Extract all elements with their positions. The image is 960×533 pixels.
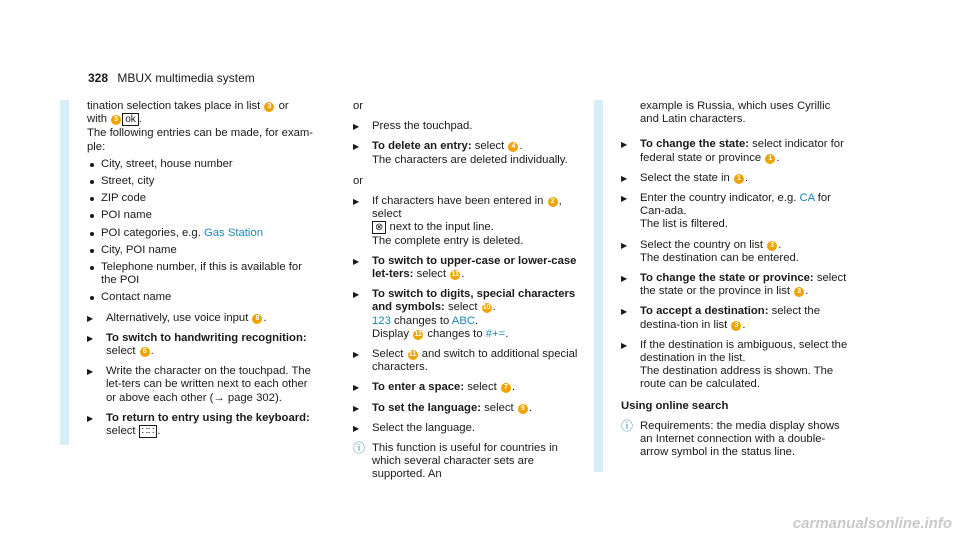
step-select-language: ▶ Select the language. bbox=[353, 422, 584, 435]
step-select-state: ▶ Select the state in 1 . bbox=[621, 172, 852, 185]
step-space: ▶ To enter a space: select 7 . bbox=[353, 381, 584, 394]
step-handwriting: ▶ To switch to handwriting recognition: select 6 . bbox=[87, 332, 318, 358]
list-item: City, POI name bbox=[87, 244, 318, 257]
step-keyboard: ▶ To return to entry using the keyboard: select ∷∷ . bbox=[87, 412, 318, 438]
note-continued: example is Russia, which uses Cyrillic and Latin characters. bbox=[640, 100, 831, 126]
step-accept: ▶ To accept a destination: select the destina-tion in list 3 . bbox=[621, 305, 852, 331]
list-item: POI name bbox=[87, 209, 318, 222]
page-number: 328 bbox=[88, 71, 109, 85]
step-ambiguous: ▶ If the destination is ambiguous, select the destination in the list. The destination address is shown. The route can be calculated. bbox=[621, 339, 852, 392]
step-press: ▶ Press the touchpad. bbox=[353, 120, 584, 133]
watermark: carmanualsonline.info bbox=[792, 514, 952, 532]
marker-3: 3 bbox=[264, 102, 274, 112]
keyboard-icon: ∷∷ bbox=[139, 425, 158, 438]
list-item: City, street, house number bbox=[87, 158, 318, 171]
info-note: ⓘ This function is useful for countries in which several character sets are supported. An bbox=[353, 441, 558, 481]
step-voice: ▶ Alternatively, use voice input 8 . bbox=[87, 312, 318, 325]
entries-list bbox=[87, 158, 318, 305]
list-item: Contact name bbox=[87, 291, 318, 304]
or-text: or bbox=[353, 100, 364, 112]
step-change-state: ▶ To change the state: select indicator for federal state or province 1 . bbox=[621, 138, 852, 164]
requirements-note: ⓘ Requirements: the media display shows an Internet connection with a double-arrow symbol in the status line. bbox=[621, 418, 840, 459]
column-1 bbox=[60, 100, 318, 438]
info-icon: ⓘ bbox=[621, 418, 634, 433]
step-language: ▶ To set the language: select 9 . bbox=[353, 402, 584, 415]
clear-icon: ⊗ bbox=[372, 221, 386, 234]
step-province: ▶ To change the state or province: select the state or the province in list 3 . bbox=[621, 272, 852, 298]
column-3 bbox=[594, 100, 852, 459]
section-title: Using online search bbox=[621, 399, 729, 412]
marker-5: 5 bbox=[111, 115, 121, 125]
list-item: Telephone number, if this is available for the POI bbox=[87, 261, 318, 287]
entries-intro: The following entries can be made, for exam-ple: bbox=[87, 127, 314, 153]
intro-text: tination selection takes place in list 3 or with 5 ok . bbox=[87, 100, 289, 126]
info-icon: ⓘ bbox=[353, 441, 366, 456]
step-digits: ▶ To switch to digits, special characters and symbols: select 10 . 123 changes to ABC. Display 11 changes to #+=. bbox=[353, 288, 584, 341]
list-item: POI categories, e.g. Gas Station bbox=[87, 227, 318, 240]
ok-key-icon: ok bbox=[122, 113, 139, 126]
step-delete-all: ▶ If characters have been entered in 2 , select ⊗ next to the input line. The complete entry is deleted. bbox=[353, 195, 584, 248]
step-write: ▶ Write the character on the touchpad. The let-ters can be written next to each other or above each other (→ page 302). bbox=[87, 365, 318, 405]
column-2 bbox=[326, 100, 584, 482]
step-country-list: ▶ Select the country on list 3 . The destination can be entered. bbox=[621, 239, 852, 265]
list-item: ZIP code bbox=[87, 192, 318, 205]
list-item: Street, city bbox=[87, 175, 318, 188]
step-special: ▶ Select 11 and switch to additional special characters. bbox=[353, 348, 584, 374]
or-text: or bbox=[353, 174, 364, 187]
step-case: ▶ To switch to upper-case or lower-case let-ters: select 11 . bbox=[353, 255, 584, 281]
page-header bbox=[88, 72, 255, 85]
step-delete: ▶ To delete an entry: select 4 . The characters are deleted individually. bbox=[353, 140, 584, 166]
step-country: ▶ Enter the country indicator, e.g. CA for Can-ada. The list is filtered. bbox=[621, 192, 852, 232]
page-title: MBUX multimedia system bbox=[117, 71, 255, 85]
